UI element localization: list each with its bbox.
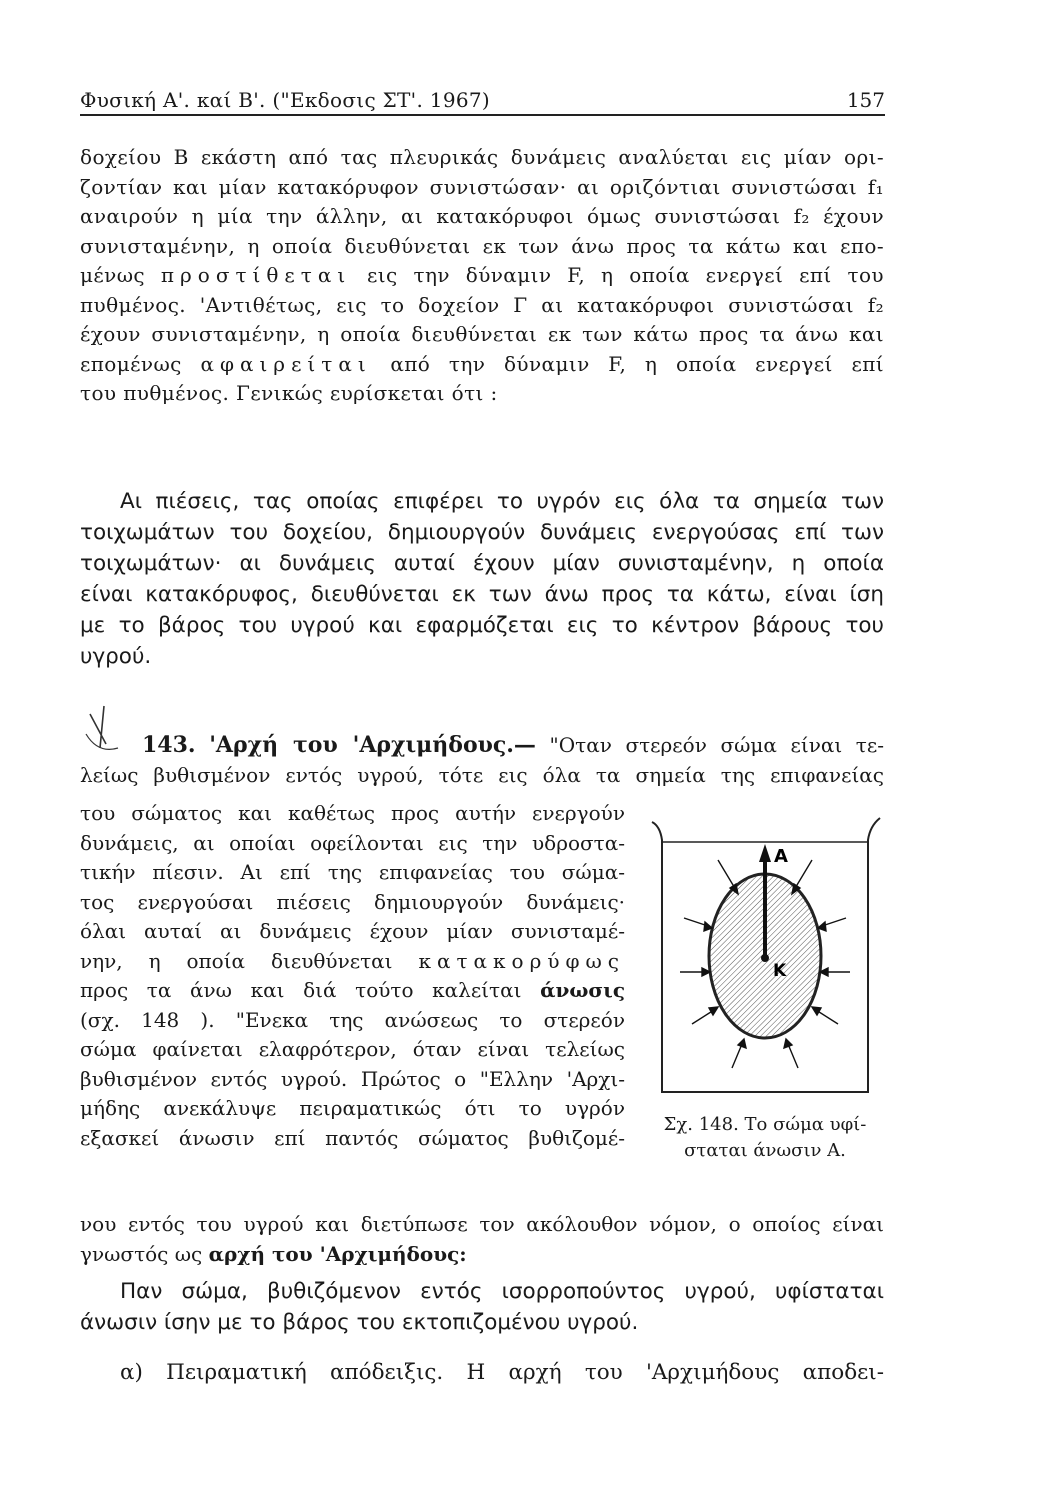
label-k: Κ xyxy=(773,961,787,981)
text-line: του σώματος και καθέτως προς αυτήν ενεργούν xyxy=(80,801,625,825)
text-line: μήδης ανεκάλυψε πειραματικώς ότι το υγρόν xyxy=(80,1096,625,1120)
text-line: νου εντός του υγρού και διετύπωσε τον ακόλουθον νόμον, ο οποίος είναι xyxy=(80,1212,884,1236)
text-line: άνωσιν ίσην με το βάρος του εκτοπιζομένου υγρού. xyxy=(80,1310,639,1335)
text-line: προς τα άνω και διά τούτο καλείται άνωσις xyxy=(80,978,625,1002)
intro-paragraph xyxy=(80,143,884,409)
running-header xyxy=(80,80,885,116)
text-line: Αι πιέσεις, τας οποίας επιφέρει το υγρόν εις όλα τα σημεία των xyxy=(120,489,884,514)
emphasis: προστίθεται xyxy=(160,263,352,287)
archimedes-law xyxy=(80,1276,884,1338)
text-line: επομένως αφαιρείται από την δύναμιν F, η οποία ενεργεί επί xyxy=(80,351,884,376)
caption-line: σταται άνωσιν Α. xyxy=(684,1140,846,1161)
rule-paragraph xyxy=(80,486,884,672)
text-line: όλαι αυταί αι δυνάμεις έχουν μίαν συνισταμέ- xyxy=(80,919,625,943)
text-line: τος ενεργούσαι πιέσεις δημιουργούν δυνάμεις· xyxy=(80,889,625,914)
text-line: (σχ. 148 ). "Ενεκα της ανώσεως το στερεόν xyxy=(80,1007,625,1032)
term-bold: άνωσις xyxy=(540,978,625,1002)
center-point xyxy=(761,954,769,962)
page-number: 157 xyxy=(846,88,885,112)
text-line: έχουν συνισταμένην, η οποία διευθύνεται εκ των κάτω προς τα άνω και xyxy=(80,322,884,346)
text-line: πυθμένος. 'Αντιθέτως, εις το δοχείον Γ αι κατακόρυφοι συνιστώσαι f₂ xyxy=(80,292,884,317)
caption-line: Σχ. 148. Το σώμα υφί- xyxy=(663,1114,867,1135)
text-line: του πυθμένος. Γενικώς ευρίσκεται ότι : xyxy=(80,381,498,405)
text-line: τοιχωμάτων· αι δυνάμεις αυταί έχουν μίαν συνισταμένην, η οποία xyxy=(80,551,884,576)
text-line: γνωστός ως αρχή του 'Αρχιμήδους: xyxy=(80,1242,467,1266)
text-line: είναι κατακόρυφος, διευθύνεται εκ των άνω προς τα κάτω, είναι ίση xyxy=(80,582,884,607)
text-line: νην, η οποία διευθύνεται κατακορύφως xyxy=(80,948,625,973)
law-intro xyxy=(80,1209,884,1269)
term-bold: αρχή του 'Αρχιμήδους: xyxy=(208,1242,467,1266)
header-title: Φυσική Α'. καί Β'. ("Εκδοσις ΣΤ'. 1967) xyxy=(80,88,490,112)
emphasis: κατακορύφως xyxy=(418,948,625,973)
text-line: α) Πειραματική απόδειξις. Η αρχή του 'Αρχιμήδους αποδει- xyxy=(120,1360,884,1385)
section-heading xyxy=(80,731,884,790)
text-line: 143. 'Αρχή του 'Αρχιμήδους.— "Οταν στερεόν σώμα είναι τε- xyxy=(142,732,884,758)
text-line: Παν σώμα, βυθιζόμενον εντός ισορροπούντος υγρού, υφίσταται xyxy=(120,1279,884,1304)
text-line: δοχείου Β εκάστη από τας πλευρικάς δυνάμεις αναλύεται εις μίαν ορι- xyxy=(80,145,884,169)
text-line: εξασκεί άνωσιν επί παντός σώματος βυθιζομέ- xyxy=(80,1125,625,1150)
wrapped-paragraph xyxy=(80,799,625,1153)
text-line: τοιχωμάτων του δοχείου, δημιουργούν δυνάμεις ενεργούσας επί των xyxy=(80,520,884,545)
text-line: με το βάρος του υγρού και εφαρμόζεται εις το κέντρον βάρους του xyxy=(80,613,884,638)
label-a: Α xyxy=(774,846,788,867)
figure-148 xyxy=(640,800,890,1100)
section-number: 143. xyxy=(142,732,196,758)
text-line: λείως βυθισμένον εντός υγρού, τότε εις όλα τα σημεία της επιφανείας xyxy=(80,762,884,787)
text-line: βυθισμένον εντός υγρού. Πρώτος ο "Ελλην 'Αρχι- xyxy=(80,1066,625,1091)
figure-caption xyxy=(640,1112,890,1164)
text-line: δυνάμεις, αι οποίαι οφείλονται εις την υδροστα- xyxy=(80,830,625,855)
text-line: συνισταμένην, η οποία διευθύνεται εκ των άνω προς τα κάτω και επο- xyxy=(80,233,884,258)
text-line: τικήν πίεσιν. Αι επί της επιφανείας του σώμα- xyxy=(80,860,625,884)
proof-heading xyxy=(120,1358,884,1388)
text-line: μένως προστίθεται εις την δύναμιν F, η οποία ενεργεί επί του xyxy=(80,263,884,287)
text-line: σώμα φαίνεται ελαφρότερον, όταν είναι τελείως xyxy=(80,1037,625,1061)
text-line: ζοντίαν και μίαν κατακόρυφον συνιστώσαν· αι οριζόντιαι συνιστώσαι f₁ xyxy=(80,174,884,199)
section-title: 'Αρχή του 'Αρχιμήδους.— xyxy=(209,732,536,758)
text-line: υγρού. xyxy=(80,644,152,669)
text-line: αναιρούν η μία την άλλην, αι κατακόρυφοι όμως συνιστώσαι f₂ έχουν xyxy=(80,204,884,228)
emphasis: αφαιρείται xyxy=(200,351,372,376)
